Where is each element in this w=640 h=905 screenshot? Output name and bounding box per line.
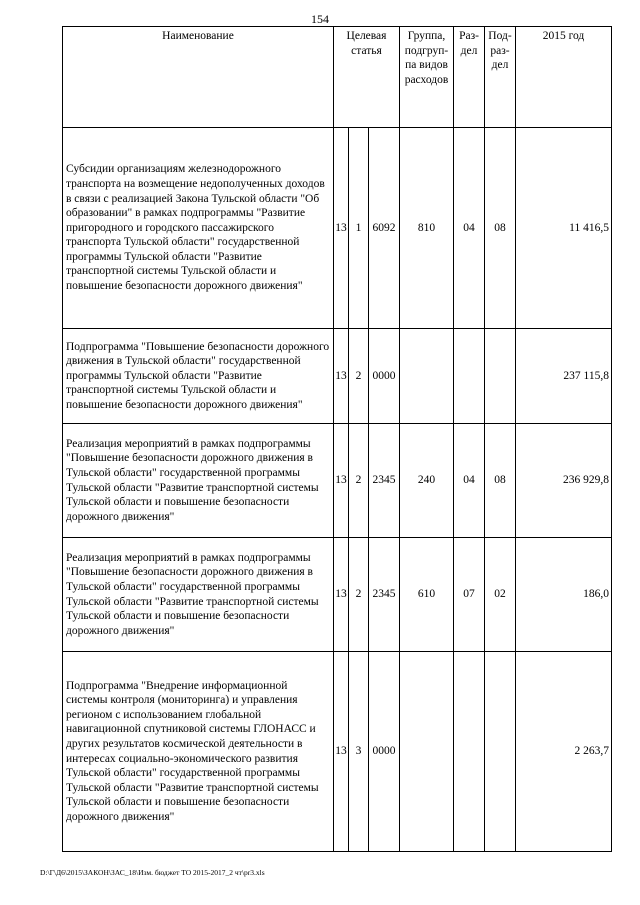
page-number: 154 xyxy=(311,12,329,26)
row-subsection: 08 xyxy=(485,424,516,538)
header-subsection: Под-раз-дел xyxy=(485,27,516,128)
row-section: 04 xyxy=(454,424,485,538)
row-section xyxy=(454,329,485,424)
row-amount: 2 263,7 xyxy=(516,652,612,852)
table-row xyxy=(63,329,612,424)
row-section: 04 xyxy=(454,128,485,329)
row-amount: 236 929,8 xyxy=(516,424,612,538)
row-code-1: 13 xyxy=(334,329,349,424)
row-code-1: 13 xyxy=(334,424,349,538)
row-code-2: 2 xyxy=(349,329,369,424)
row-code-1: 13 xyxy=(334,538,349,652)
table-row xyxy=(63,128,612,329)
row-code-2: 3 xyxy=(349,652,369,852)
table-row xyxy=(63,538,612,652)
row-group xyxy=(400,329,454,424)
row-group: 810 xyxy=(400,128,454,329)
row-code-3: 0000 xyxy=(369,329,400,424)
row-group: 240 xyxy=(400,424,454,538)
row-amount: 237 115,8 xyxy=(516,329,612,424)
row-code-2: 1 xyxy=(349,128,369,329)
header-name: Наименование xyxy=(63,27,334,128)
row-code-3: 2345 xyxy=(369,538,400,652)
row-code-2: 2 xyxy=(349,538,369,652)
row-group xyxy=(400,652,454,852)
budget-table xyxy=(62,26,612,852)
row-name: Подпрограмма "Внедрение информационной системы контроля (мониторинга) и управления регионом с использованием глобальной навигационной спутниковой системы ГЛОНАСС и других результатов космической деятельности в интересах социально-экономического развития Тульской области" государственной программы Тульской области "Развитие транспортной системы Тульской области и повышение безопасности дорожного движения" xyxy=(63,652,334,852)
table-row xyxy=(63,652,612,852)
row-section xyxy=(454,652,485,852)
header-group: Группа, подгруп-па видов расходов xyxy=(400,27,454,128)
row-name: Реализация мероприятий в рамках подпрограммы "Повышение безопасности дорожного движения в Тульской области" государственной программы Тульской области "Развитие транспортной системы Тульской области и повышение безопасности дорожного движения" xyxy=(63,424,334,538)
row-code-3: 0000 xyxy=(369,652,400,852)
row-amount: 186,0 xyxy=(516,538,612,652)
row-name: Подпрограмма "Повышение безопасности дорожного движения в Тульской области" государственной программы Тульской области "Развитие транспортной системы Тульской области и повышение безопасности дорожного движения" xyxy=(63,329,334,424)
row-code-3: 6092 xyxy=(369,128,400,329)
row-group: 610 xyxy=(400,538,454,652)
row-code-2: 2 xyxy=(349,424,369,538)
row-code-3: 2345 xyxy=(369,424,400,538)
header-row xyxy=(63,27,612,128)
header-year: 2015 год xyxy=(516,27,612,128)
row-name: Реализация мероприятий в рамках подпрограммы "Повышение безопасности дорожного движения в Тульской области" государственной программы Тульской области "Развитие транспортной системы Тульской области и повышение безопасности дорожного движения" xyxy=(63,538,334,652)
row-subsection xyxy=(485,652,516,852)
row-name: Субсидии организациям железнодорожного транспорта на возмещение недополученных доходов в связи с реализацией Закона Тульской области "Об образовании" в рамках подпрограммы "Развитие пригородного и городского пассажирского транспорта Тульской области" государственной программы Тульской области "Развитие транспортной системы Тульской области и повышение безопасности дорожного движения" xyxy=(63,128,334,329)
row-section: 07 xyxy=(454,538,485,652)
row-subsection xyxy=(485,329,516,424)
header-target: Целевая статья xyxy=(334,27,400,128)
row-amount: 11 416,5 xyxy=(516,128,612,329)
file-path-footer: D:\Г\Д6\2015\ЗАКОН\ЗАС_18\Изм. бюджет ТО 2015-2017_2 чт\pr3.xls xyxy=(40,868,265,877)
row-code-1: 13 xyxy=(334,652,349,852)
table-row xyxy=(63,424,612,538)
row-code-1: 13 xyxy=(334,128,349,329)
header-section: Раз-дел xyxy=(454,27,485,128)
row-subsection: 02 xyxy=(485,538,516,652)
row-subsection: 08 xyxy=(485,128,516,329)
